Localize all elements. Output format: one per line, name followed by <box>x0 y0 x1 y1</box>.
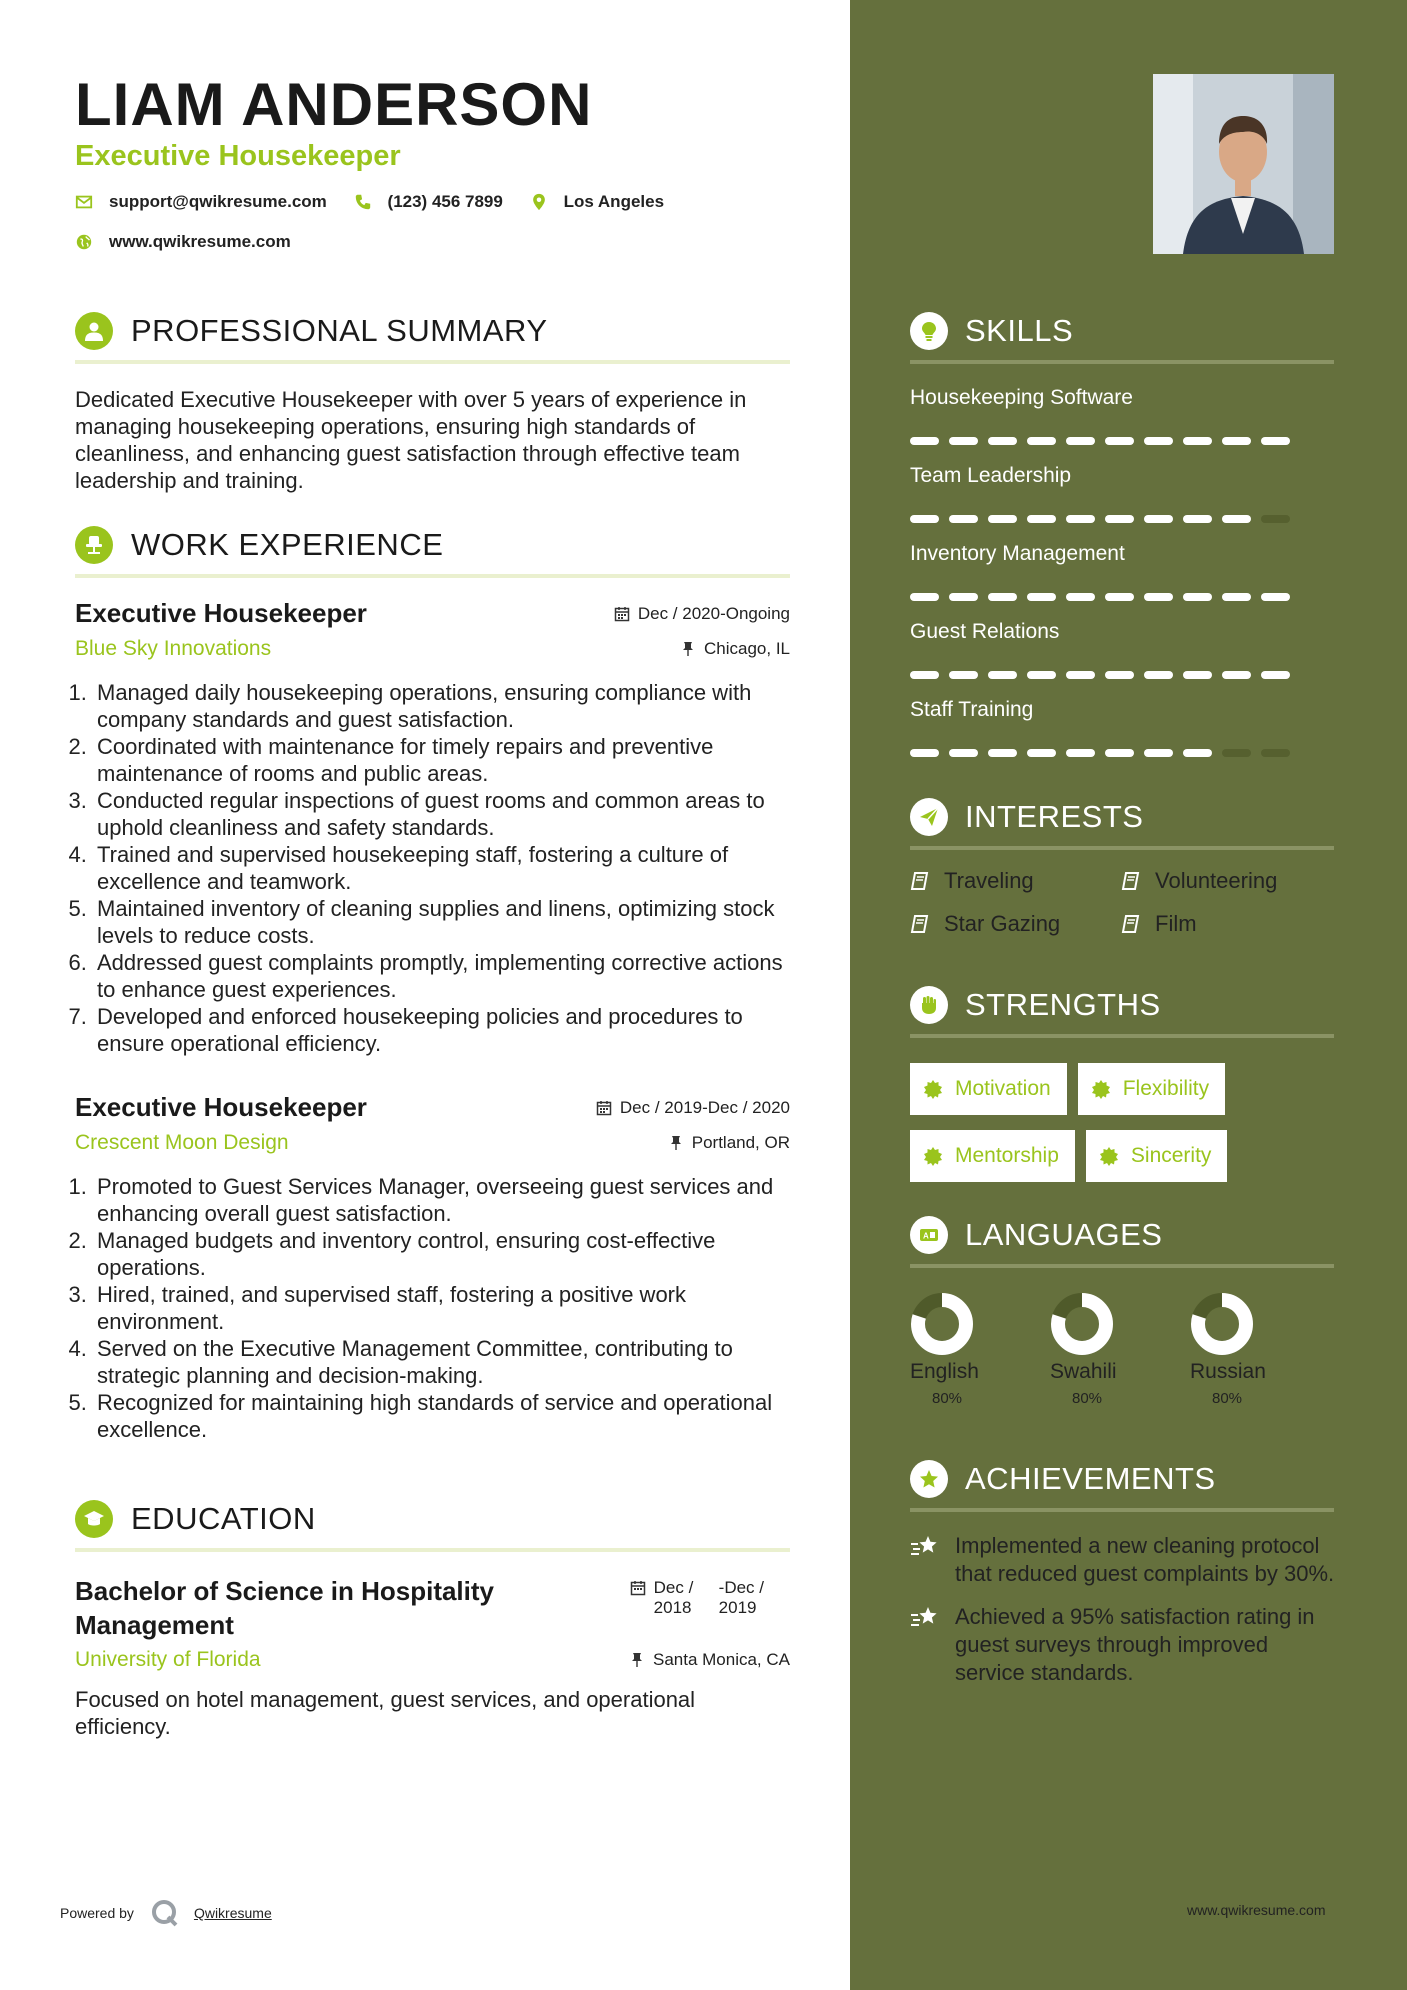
section-icon <box>75 1500 113 1538</box>
list-item: 1. Managed daily housekeeping operations, ensuring compliance with company standards and guest satisfaction. <box>93 679 790 733</box>
skill-level-segment <box>1105 749 1134 757</box>
book-icon <box>1121 871 1141 891</box>
section-icon <box>910 986 948 1024</box>
person-silhouette-icon <box>1153 74 1334 254</box>
location-text: Portland, OR <box>691 1133 790 1152</box>
strength-chip <box>910 1130 1075 1182</box>
calendar-icon <box>614 606 630 622</box>
end-month: -Dec / <box>718 1578 764 1597</box>
skill-level-bar <box>910 515 1334 523</box>
skill-level-segment <box>1027 437 1056 445</box>
skill-level-segment <box>1144 593 1173 601</box>
skill-level-segment <box>1261 515 1290 523</box>
skill-level-segment <box>1261 437 1290 445</box>
skill-level-segment <box>1144 515 1173 523</box>
language-item <box>910 1292 1050 1407</box>
strength-label: Motivation <box>955 1077 1051 1100</box>
job-entry <box>75 1092 790 1443</box>
skill-level-segment <box>1027 515 1056 523</box>
skill-level-segment <box>1222 437 1251 445</box>
skill-level-segment <box>1066 749 1095 757</box>
section-icon <box>75 312 113 350</box>
badge-icon <box>1099 1146 1119 1166</box>
interests-heading <box>910 798 1334 850</box>
experience-heading <box>75 526 790 578</box>
skill-level-segment <box>1261 671 1290 679</box>
skill-level-segment <box>1261 593 1290 601</box>
education-entry <box>75 1574 790 1740</box>
skill-level-segment <box>1105 515 1134 523</box>
skill-level-segment <box>1144 437 1173 445</box>
skill-level-segment <box>910 437 939 445</box>
achievement-text: Implemented a new cleaning protocol that reduced guest complaints by 30%. <box>955 1533 1335 1586</box>
end-year: 2019 <box>718 1598 757 1617</box>
list-item: 1. Promoted to Guest Services Manager, overseeing guest services and enhancing overall guest satisfaction. <box>93 1173 790 1227</box>
candidate-name: LIAM ANDERSON <box>75 71 593 138</box>
list-item: 4. Served on the Executive Management Committee, contributing to strategic planning and decision-making. <box>93 1335 790 1389</box>
languages-list <box>910 1292 1334 1407</box>
language-item <box>1050 1292 1190 1407</box>
skill-name: Inventory Management <box>910 542 1125 565</box>
website-text: www.qwikresume.com <box>109 232 291 251</box>
skill-name: Team Leadership <box>910 464 1072 487</box>
skill-level-segment <box>988 593 1017 601</box>
skill-level-segment <box>1066 671 1095 679</box>
skill-level-segment <box>1222 671 1251 679</box>
language-name: English <box>910 1360 979 1383</box>
language-name: Russian <box>1190 1360 1266 1383</box>
job-title: Executive Housekeeper <box>75 140 401 172</box>
skill-name: Housekeeping Software <box>910 386 1133 409</box>
section-title: WORK EXPERIENCE <box>131 527 444 562</box>
list-item <box>910 868 1121 894</box>
achievement-text: Achieved a 95% satisfaction rating in guest surveys through improved service standards. <box>955 1604 1315 1685</box>
strength-label: Sincerity <box>1130 1144 1212 1167</box>
strength-chip <box>1078 1063 1225 1115</box>
language-name: Swahili <box>1050 1360 1117 1383</box>
skill-row <box>910 464 1334 523</box>
interest-label: Star Gazing <box>944 911 1061 936</box>
education-dates <box>630 1578 764 1618</box>
education-heading <box>75 1500 790 1552</box>
section-icon <box>75 526 113 564</box>
strength-label: Mentorship <box>955 1144 1059 1167</box>
phone-icon <box>354 193 372 211</box>
footer-url[interactable]: www.qwikresume.com <box>1187 1902 1326 1918</box>
skills-heading <box>910 312 1334 364</box>
email-text: support@qwikresume.com <box>109 192 327 211</box>
globe-icon <box>75 233 93 251</box>
job-bullets <box>65 679 790 1057</box>
skill-level-segment <box>1027 671 1056 679</box>
pushpin-icon <box>680 641 696 657</box>
language-percent: 80% <box>1072 1390 1103 1407</box>
skill-level-segment <box>1066 515 1095 523</box>
contact-info <box>75 192 795 272</box>
list-item: 4. Trained and supervised housekeeping staff, fostering a culture of excellence and teamwork. <box>93 841 790 895</box>
job-entry-location <box>680 639 790 659</box>
skill-row <box>910 386 1334 445</box>
language-percent: 80% <box>1212 1390 1243 1407</box>
star-icon <box>918 1468 940 1490</box>
strengths-list <box>910 1063 1340 1197</box>
skill-level-segment <box>1183 749 1212 757</box>
skill-level-segment <box>988 437 1017 445</box>
section-icon <box>910 312 948 350</box>
job-entry <box>75 598 790 1057</box>
website-contact[interactable] <box>75 232 291 252</box>
language-proficiency-donut <box>1050 1292 1114 1356</box>
list-item: 2. Managed budgets and inventory control, ensuring cost-effective operations. <box>93 1227 790 1281</box>
section-title: PROFESSIONAL SUMMARY <box>131 313 548 348</box>
interest-label: Film <box>1155 911 1197 936</box>
raised-fist-icon <box>918 994 940 1016</box>
skill-level-segment <box>910 515 939 523</box>
book-icon <box>1121 914 1141 934</box>
start-month: Dec / <box>653 1578 694 1597</box>
powered-by-text: Powered by <box>60 1905 134 1921</box>
skill-level-segment <box>910 671 939 679</box>
skill-name: Guest Relations <box>910 620 1060 643</box>
strength-label: Flexibility <box>1122 1077 1210 1100</box>
skill-row <box>910 620 1334 679</box>
skill-level-segment <box>1183 515 1212 523</box>
section-icon <box>910 1460 948 1498</box>
job-entry-title: Executive Housekeeper <box>75 598 367 628</box>
pushpin-icon <box>668 1135 684 1151</box>
education-description: Focused on hotel management, guest services, and operational efficiency. <box>75 1687 696 1739</box>
email-contact[interactable] <box>75 192 327 212</box>
language-percent: 80% <box>932 1390 963 1407</box>
list-item: 7. Developed and enforced housekeeping policies and procedures to ensure operational efficiency. <box>93 1003 790 1057</box>
badge-icon <box>923 1146 943 1166</box>
skill-level-segment <box>949 671 978 679</box>
skill-level-segment <box>1183 593 1212 601</box>
translate-icon <box>918 1224 940 1246</box>
list-item <box>1121 868 1332 894</box>
skill-level-segment <box>910 749 939 757</box>
skill-level-segment <box>1261 749 1290 757</box>
end-date <box>719 1578 764 1618</box>
summary-text: Dedicated Executive Housekeeper with over 5 years of experience in managing housekeeping operations, ensuring high standards of cleanliness, and enhancing guest satisfaction through effective team leadership and training. <box>75 387 747 493</box>
section-icon <box>910 1216 948 1254</box>
list-item <box>1121 911 1332 937</box>
svg-text:A: A <box>923 1231 929 1241</box>
skill-level-segment <box>949 593 978 601</box>
skill-level-segment <box>949 515 978 523</box>
skill-level-bar <box>910 749 1334 757</box>
skill-level-segment <box>949 437 978 445</box>
section-title: ACHIEVEMENTS <box>965 1461 1216 1496</box>
location-text: Santa Monica, CA <box>652 1650 790 1669</box>
skill-level-segment <box>1222 515 1251 523</box>
start-year: 2018 <box>653 1598 692 1617</box>
school-name: University of Florida <box>75 1648 261 1671</box>
list-item <box>910 911 1121 937</box>
pushpin-icon <box>629 1652 645 1668</box>
list-item: 5. Recognized for maintaining high standards of service and operational excellence. <box>93 1389 790 1443</box>
skill-level-segment <box>1066 593 1095 601</box>
skill-level-segment <box>1144 749 1173 757</box>
job-entry-company: Crescent Moon Design <box>75 1131 289 1154</box>
skill-name: Staff Training <box>910 698 1034 721</box>
section-icon <box>910 798 948 836</box>
office-chair-icon <box>83 534 105 556</box>
job-entry-location <box>668 1133 790 1153</box>
qwikresume-link[interactable]: Qwikresume <box>193 1905 272 1921</box>
skill-level-segment <box>1183 437 1212 445</box>
location-text: Chicago, IL <box>704 639 790 658</box>
skill-level-bar <box>910 437 1334 445</box>
section-title: EDUCATION <box>131 1501 316 1536</box>
skill-row <box>910 698 1334 757</box>
achievements-list <box>910 1532 1340 1702</box>
list-item: 2. Coordinated with maintenance for timely repairs and preventive maintenance of rooms and public areas. <box>93 733 790 787</box>
skill-level-segment <box>1027 749 1056 757</box>
skill-level-segment <box>1183 671 1212 679</box>
skill-level-segment <box>988 749 1017 757</box>
date-text: Dec / 2020-Ongoing <box>637 603 790 623</box>
summary-heading <box>75 312 790 364</box>
map-pin-icon <box>530 193 548 211</box>
section-title: LANGUAGES <box>965 1217 1163 1252</box>
section-title: INTERESTS <box>965 799 1144 834</box>
book-icon <box>910 914 930 934</box>
skill-level-segment <box>949 749 978 757</box>
profile-photo <box>1153 74 1334 254</box>
shooting-star-icon <box>910 1534 940 1560</box>
skill-level-bar <box>910 593 1334 601</box>
job-entry-title: Executive Housekeeper <box>75 1092 367 1122</box>
badge-icon <box>923 1079 943 1099</box>
paper-plane-icon <box>918 806 940 828</box>
phone-contact[interactable] <box>354 192 503 212</box>
graduation-cap-icon <box>83 1508 105 1530</box>
degree-title: Bachelor of Science in Hospitality Management <box>75 1576 494 1640</box>
interest-label: Volunteering <box>1155 868 1278 893</box>
footer-branding <box>60 1898 272 1928</box>
badge-icon <box>1091 1079 1111 1099</box>
skill-level-bar <box>910 671 1334 679</box>
qwikresume-logo-icon <box>150 1898 180 1928</box>
calendar-icon <box>596 1100 612 1116</box>
phone-text: (123) 456 7899 <box>387 192 503 211</box>
language-proficiency-donut <box>910 1292 974 1356</box>
job-entry-company: Blue Sky Innovations <box>75 637 272 660</box>
strengths-heading <box>910 986 1334 1038</box>
skill-level-segment <box>988 671 1017 679</box>
location-text: Los Angeles <box>563 192 665 211</box>
list-item: 3. Hired, trained, and supervised staff, fostering a positive work environment. <box>93 1281 790 1335</box>
list-item: 3. Conducted regular inspections of guest rooms and common areas to uphold cleanliness and safety standards. <box>93 787 790 841</box>
skill-level-segment <box>910 593 939 601</box>
strength-chip <box>910 1063 1067 1115</box>
section-title: STRENGTHS <box>965 987 1161 1022</box>
job-bullets <box>65 1173 790 1443</box>
job-entry-date <box>614 604 790 624</box>
interest-label: Traveling <box>944 868 1034 893</box>
skill-level-segment <box>988 515 1017 523</box>
skill-level-segment <box>1105 437 1134 445</box>
list-item <box>910 1603 1340 1687</box>
skill-level-segment <box>1144 671 1173 679</box>
list-item: 5. Maintained inventory of cleaning supplies and linens, optimizing stock levels to reduce costs. <box>93 895 790 949</box>
achievements-heading <box>910 1460 1334 1512</box>
education-location <box>629 1650 790 1670</box>
user-icon <box>83 320 105 342</box>
section-title: SKILLS <box>965 313 1074 348</box>
strength-chip <box>1086 1130 1228 1182</box>
skill-row <box>910 542 1334 601</box>
skill-level-segment <box>1222 749 1251 757</box>
skill-level-segment <box>1105 671 1134 679</box>
skill-level-segment <box>1027 593 1056 601</box>
book-icon <box>910 871 930 891</box>
location-contact <box>530 192 664 212</box>
interests-list <box>910 868 1334 937</box>
languages-heading <box>910 1216 1334 1268</box>
skill-level-segment <box>1105 593 1134 601</box>
language-item <box>1190 1292 1330 1407</box>
lightbulb-icon <box>918 320 940 342</box>
start-date <box>654 1578 719 1618</box>
envelope-icon <box>75 193 93 211</box>
calendar-icon <box>630 1580 646 1596</box>
shooting-star-icon <box>910 1605 940 1631</box>
date-text: Dec / 2019-Dec / 2020 <box>619 1097 790 1117</box>
skill-level-segment <box>1222 593 1251 601</box>
job-entry-date <box>596 1098 790 1118</box>
skill-level-segment <box>1066 437 1095 445</box>
language-proficiency-donut <box>1190 1292 1254 1356</box>
list-item <box>910 1532 1340 1588</box>
list-item: 6. Addressed guest complaints promptly, implementing corrective actions to enhance guest experiences. <box>93 949 790 1003</box>
